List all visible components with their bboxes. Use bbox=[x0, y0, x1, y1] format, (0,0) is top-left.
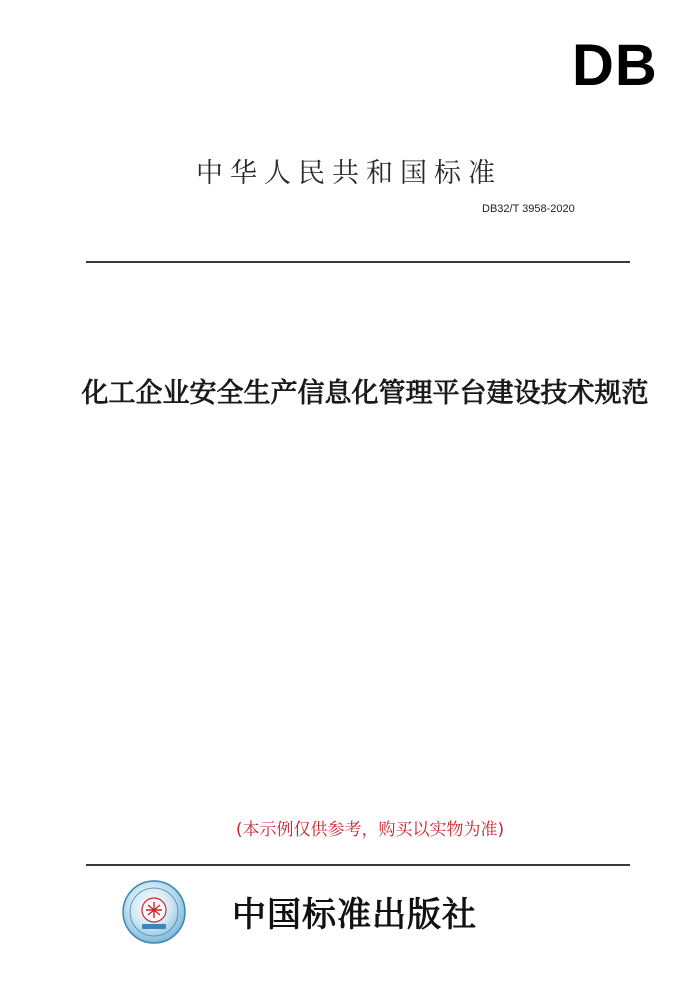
document-title: 化工企业安全生产信息化管理平台建设技术规范 bbox=[81, 378, 649, 409]
publisher-seal-icon bbox=[122, 880, 186, 944]
issuer-heading: 中华人民共和国标准 bbox=[196, 158, 502, 189]
sample-disclaimer: (本示例仅供参考，购买以实物为准) bbox=[235, 820, 505, 840]
standard-number: DB32/T 3958-2020 bbox=[482, 203, 575, 215]
top-divider bbox=[86, 261, 630, 263]
publisher-name: 中国标准出版社 bbox=[232, 895, 477, 935]
standard-category-mark: DB bbox=[572, 33, 658, 98]
bottom-divider bbox=[86, 864, 630, 866]
